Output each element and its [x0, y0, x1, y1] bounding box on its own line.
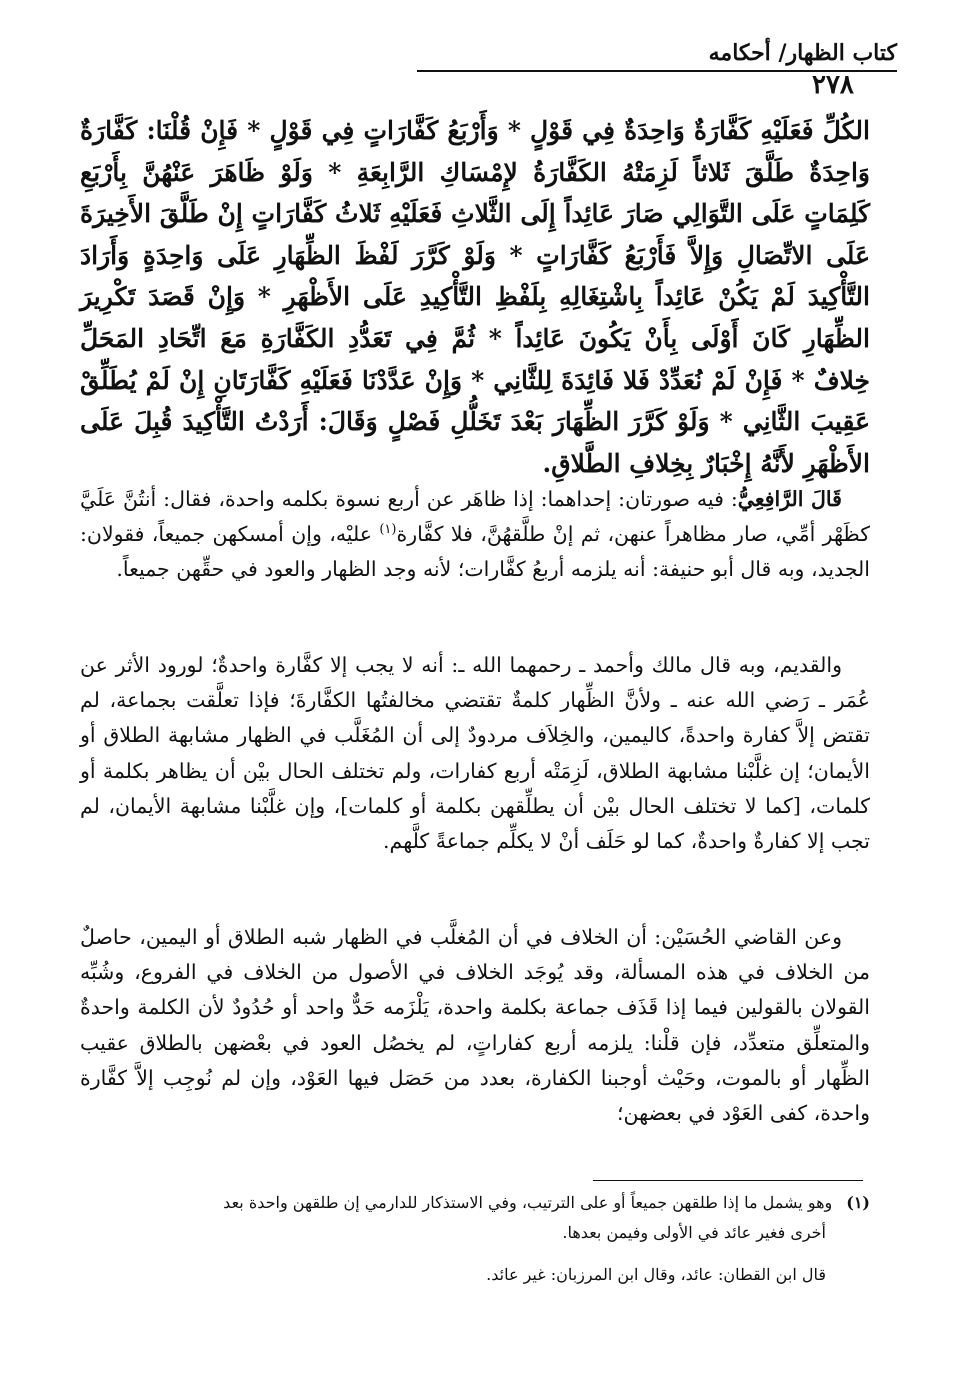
paragraph-text: وعن القاضي الحُسَيْن: أن الخلاف في أن المُغلَّب في الظهار شبه الطلاق أو اليمين، حاصلٌ من الخلاف في هذه المسألة، وقد يُوجَد الخلاف في الأصول من الخلاف في الفروع، وشُبِّه القولان بالقولين فيما إذا قَذَف جماعة بكلمة واحدة، يَلْزَمه حَدٌّ واحد أو حُدُودٌ لأن الكلمة واحدةٌ والمتعلِّق متعدِّد، فإن قلْنا: يلزمه أربع كفاراتٍ، لم يخصُل العود في بعْضهن بالطلاق عقيب الظِّهار أو بالموت، وحَيْث أوجبنا الكفارة، بعدد من حَصَل فيها العَوْد، وإن لم نُوجِب إلاَّ كفَّارة واحدة، كفى العَوْد في بعضهن؛	[80, 925, 870, 1126]
footnote-1	[80, 1188, 870, 1218]
paragraph-text: والقديم، وبه قال مالك وأحمد ـ رحمهما الله ـ: أنه لا يجب إلا كفَّارة واحدةٌ؛ لورود الأثر عن عُمَر ـ رَضي الله عنه ـ ولأنَّ الظِّهار كلمةٌ تقتضي مخالفتُها الكفَّارةَ؛ فإذا تعلَّقت بجماعة، لم تقتض إلاَّ كفارة واحدةً، كاليمين، والخِلاَف مردودٌ إلى أن المُغَلَّب في الظهار مشابهة الطلاق أو الأيمان؛ إن غلَّبْنا مشابهة الطلاق، لَزِمَتْه أربع كفارات، ولم تختلف الحال بيْن أن يظاهر بكلمة أو كلمات، [كما لا تختلف الحال بيْن أن يطلِّقهن بكلمة أو كلمات]، وإن غلَّبْنا مشابهة الأيمان، لم تجب إلا كفارةٌ واحدةٌ، كما لو حَلَف أنْ لا يكلِّم جماعةً كلَّهم.	[80, 653, 870, 854]
commentary-paragraph-1	[80, 482, 870, 588]
footnote-divider	[593, 1180, 863, 1181]
footnote-1-continuation: أخرى فغير عائد في الأولى وفيمن بعدها.	[562, 1223, 826, 1242]
commentary-paragraph-3	[80, 920, 870, 1131]
footnote-number: (١)	[846, 1193, 870, 1212]
matn-paragraph: الكُلِّ فَعَلَيْهِ كَفَّارَةٌ وَاحِدَةٌ فِي قَوْلٍ * وَأَرْبَعُ كَفَّارَاتٍ فِي قَوْلٍ * فَإِنْ قُلْنَا: كَفَّارَةٌ وَاحِدَةٌ طَلَّقَ ثَلاثاً لَزِمَتْهُ الكَفَّارَةُ لإِمْسَاكِ الرَّابِعَةِ * وَلَوْ ظَاهَرَ عَنْهُنَّ بِأَرْبَعِ كَلِمَاتٍ عَلَى التَّوَالِي صَارَ عَائِداً إِلَى الثَّلاثِ فَعَلَيْهِ ثَلاثُ كَفَّارَاتٍ إِنْ طَلَّقَ الأَخِيرَةَ عَلَى الاتِّصَالِ وَإِلاَّ فَأَرْبَعُ كَفَّارَاتٍ * وَلَوْ كَرَّرَ لَفْظَ الظِّهَارِ عَلَى وَاحِدَةٍ وَأَرَادَ التَّأْكِيدَ لَمْ يَكُنْ عَائِداً بِاشْتِغَالِهِ بِلَفْظِ التَّأْكِيدِ عَلَى الأَظْهَرِ * وَإِنْ قَصَدَ تَكْرِيرَ الظِّهَارِ كَانَ أَوْلَى بِأَنْ يَكُونَ عَائِداً * ثُمَّ فِي تَعَدُّدِ الكَفَّارَةِ مَعَ اتِّحَادِ المَحَلِّ خِلافٌ * فَإِنْ لَمْ نُعَدِّدْ فَلا فَائِدَةَ لِلثَّانِي * وَإِنْ عَدَّدْنَا فَعَلَيْهِ كَفَّارَتَانِ إِنْ لَمْ يُطَلِّقْ عَقِيبَ الثَّانِي * وَلَوْ كَرَّرَ الظِّهَارَ بَعْدَ تَخَلُّلِ فَصْلٍ وَقَالَ: أَرَدْتُ التَّأْكِيدَ قُبِلَ عَلَى الأَظْهَرِ لأَنَّهُ إِخْبَارٌ بِخِلافِ الطَّلاقِ.	[80, 116, 870, 478]
matn-text-block	[80, 110, 870, 484]
commentary-paragraph-2	[80, 648, 870, 859]
speaker-name: قَالَ الرَّافِعِيُّ	[737, 487, 842, 511]
footnote-text: وهو يشمل ما إذا طلقهن جميعاً أو على الترتيب، وفي الاستذكار للدارمي إن طلقهن واحدة بعد	[223, 1193, 833, 1212]
paragraph-text-continued: عليْه، وإن أمسكهن جميعاً، فقولان: الجديد، وبه قال أبو حنيفة: أنه يلزمه أربعُ كفَّارات؛ لأنه وجد الظهار والعود في حقِّهن جميعاً.	[80, 522, 870, 582]
page-number: ٢٧٨	[812, 70, 854, 100]
running-header: كتاب الظهار/ أحكامه	[417, 40, 897, 72]
footnote-1-extra: قال ابن القطان: عائد، وقال ابن المرزبان: غير عائد.	[486, 1265, 826, 1284]
footnotes-block	[80, 1188, 870, 1290]
footnote-reference[interactable]: (١)	[379, 522, 397, 538]
paragraph-text: : فيه صورتان: إحداهما: إذا ظاهَر عن أربع نسوة بكلمه واحدة، فقال: أنتُنَّ عَلَيَّ كظَهْر أمِّي، صار مظاهراً عنهن، ثم إنْ طلَّقهُنَّ، فلا كفَّارة	[80, 487, 870, 547]
